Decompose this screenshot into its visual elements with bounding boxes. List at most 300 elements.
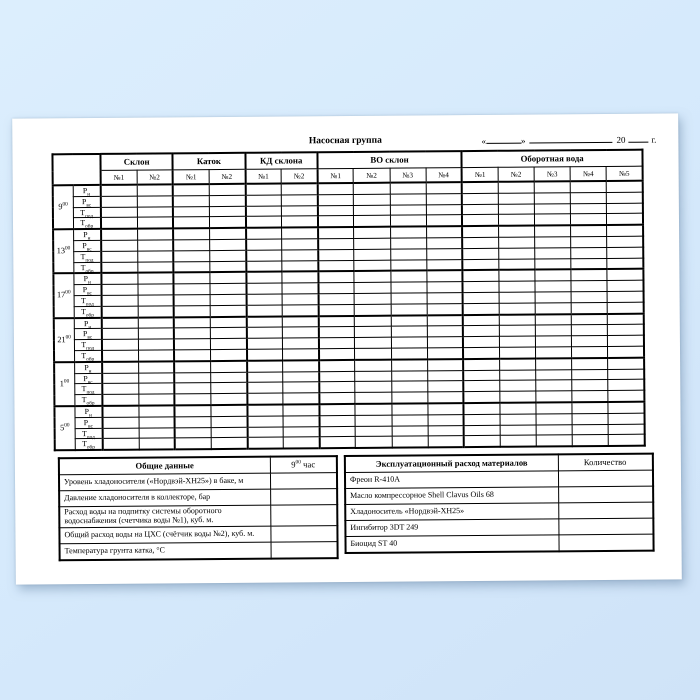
data-cell	[174, 305, 210, 317]
time-label: $1^{00}$	[54, 362, 74, 406]
data-cell	[246, 272, 282, 284]
data-cell	[103, 438, 139, 450]
data-cell	[138, 339, 174, 350]
data-cell	[499, 358, 535, 370]
data-cell	[572, 380, 608, 391]
data-cell	[391, 392, 427, 404]
data-cell	[535, 237, 571, 248]
data-cell	[209, 217, 245, 229]
param-label: $Р_{вс}$	[74, 329, 102, 340]
param-label: $Р_н$	[74, 406, 102, 418]
time-label: $17^{00}$	[53, 274, 73, 318]
data-cell	[174, 350, 210, 362]
data-cell	[102, 295, 138, 306]
value-cell	[558, 534, 653, 551]
data-cell	[210, 250, 246, 261]
data-cell	[572, 413, 608, 424]
page-title: Насосная группа	[308, 135, 382, 147]
data-cell	[390, 182, 426, 194]
data-cell	[210, 316, 246, 328]
data-cell	[283, 382, 319, 393]
data-cell	[572, 402, 608, 414]
data-cell	[173, 195, 209, 206]
data-cell	[282, 294, 318, 305]
column-header: №3	[390, 168, 426, 183]
data-cell	[210, 328, 246, 339]
data-cell	[173, 217, 209, 229]
row-label: Расход воды на подпитку системы оборотного водоснабжения (счетчика воды №1), куб. м.	[59, 505, 270, 528]
data-cell	[499, 237, 535, 248]
data-cell	[102, 306, 138, 318]
data-cell	[210, 349, 246, 361]
data-cell	[536, 380, 572, 391]
data-cell	[211, 427, 247, 438]
data-cell	[101, 185, 137, 197]
value-cell	[271, 541, 338, 558]
param-label: $Т_{под}$	[74, 340, 102, 351]
data-cell	[211, 383, 247, 394]
data-cell	[246, 305, 282, 317]
data-cell	[391, 337, 427, 348]
data-cell	[355, 315, 391, 327]
data-cell	[464, 414, 500, 425]
data-cell	[210, 338, 246, 349]
data-cell	[173, 228, 209, 240]
data-cell	[607, 214, 643, 226]
materials-quantity-header: Количество	[558, 454, 653, 471]
data-cell	[572, 424, 608, 435]
data-cell	[283, 371, 319, 382]
data-cell	[174, 261, 210, 273]
data-cell	[355, 348, 391, 360]
data-cell	[354, 249, 390, 260]
data-cell	[535, 281, 571, 292]
data-cell	[318, 194, 354, 205]
month-blank	[529, 134, 612, 144]
corner-cell	[52, 154, 100, 185]
data-cell	[355, 426, 391, 437]
data-cell	[608, 424, 644, 435]
data-cell	[427, 337, 463, 348]
group-header: Склон	[100, 153, 172, 170]
data-cell	[390, 249, 426, 260]
data-cell	[283, 426, 319, 437]
time-label: $13^{00}$	[53, 229, 73, 273]
general-data-table	[58, 455, 339, 561]
data-cell	[102, 350, 138, 362]
data-cell	[500, 391, 536, 403]
data-cell	[102, 394, 138, 406]
data-cell	[246, 316, 282, 328]
data-cell	[499, 292, 535, 303]
data-cell	[355, 392, 391, 404]
data-cell	[390, 194, 426, 205]
param-label: $Т_{под}$	[73, 251, 101, 262]
data-cell	[464, 403, 500, 415]
param-label: $Р_{вс}$	[73, 240, 101, 251]
data-cell	[355, 337, 391, 348]
data-cell	[608, 346, 644, 358]
data-cell	[607, 203, 643, 214]
value-cell	[558, 518, 653, 535]
param-label: $Т_{обр}$	[74, 395, 102, 407]
column-header: №1	[101, 170, 137, 185]
data-cell	[173, 240, 209, 251]
data-cell	[499, 281, 535, 292]
data-cell	[391, 315, 427, 327]
data-cell	[608, 380, 644, 391]
data-cell	[246, 239, 282, 250]
data-cell	[426, 215, 462, 227]
data-cell	[282, 327, 318, 338]
data-cell	[390, 227, 426, 239]
data-cell	[391, 304, 427, 316]
data-cell	[390, 282, 426, 293]
data-cell	[138, 317, 174, 329]
data-cell	[608, 402, 644, 414]
data-cell	[428, 425, 464, 436]
data-cell	[463, 303, 499, 315]
data-cell	[247, 416, 283, 427]
data-cell	[246, 228, 282, 240]
data-cell	[282, 239, 318, 250]
data-cell	[246, 327, 282, 338]
data-cell	[318, 216, 354, 228]
data-cell	[463, 336, 499, 347]
data-cell	[210, 305, 246, 317]
data-cell	[174, 317, 210, 329]
data-cell	[281, 183, 317, 195]
data-cell	[427, 370, 463, 381]
data-cell	[175, 416, 211, 427]
data-cell	[283, 393, 319, 405]
data-cell	[570, 203, 606, 214]
data-cell	[535, 270, 571, 282]
data-cell	[354, 227, 390, 239]
data-cell	[247, 427, 283, 438]
data-cell	[175, 405, 211, 417]
data-cell	[209, 184, 245, 196]
data-cell	[571, 258, 607, 270]
row-label: Температура грунта катка, °С	[60, 542, 271, 560]
data-cell	[536, 413, 572, 424]
data-cell	[282, 283, 318, 294]
row-label: Уровень хладоносителя («Нордвэй-ХН25») в баке, м	[59, 473, 270, 491]
data-cell	[390, 215, 426, 227]
data-cell	[535, 325, 571, 336]
data-cell	[572, 336, 608, 347]
data-cell	[282, 260, 318, 272]
data-cell	[245, 216, 281, 228]
data-cell	[101, 218, 137, 230]
param-label: $Т_{обр}$	[73, 262, 101, 274]
data-cell	[572, 391, 608, 403]
data-cell	[607, 280, 643, 291]
data-cell	[355, 415, 391, 426]
data-cell	[318, 271, 354, 283]
data-cell	[139, 427, 175, 438]
data-cell	[498, 193, 534, 204]
data-cell	[102, 383, 138, 394]
data-cell	[281, 205, 317, 216]
data-cell	[462, 248, 498, 259]
data-cell	[318, 238, 354, 249]
data-cell	[462, 193, 498, 204]
data-cell	[138, 394, 174, 406]
data-cell	[139, 405, 175, 417]
data-cell	[498, 182, 534, 194]
data-cell	[103, 417, 139, 428]
data-cell	[535, 248, 571, 259]
data-cell	[570, 181, 606, 193]
data-cell	[282, 227, 318, 239]
data-cell	[246, 349, 282, 361]
data-cell	[319, 426, 355, 437]
param-label: $Т_{под}$	[74, 295, 102, 306]
data-cell	[139, 417, 175, 428]
data-cell	[427, 392, 463, 404]
data-cell	[498, 214, 534, 226]
data-cell	[319, 437, 355, 449]
data-cell	[174, 284, 210, 295]
data-cell	[283, 349, 319, 361]
data-cell	[354, 205, 390, 216]
data-cell	[354, 194, 390, 205]
data-cell	[536, 402, 572, 414]
data-cell	[102, 361, 138, 373]
data-cell	[606, 181, 642, 193]
row-label: Фреон R-410A	[345, 471, 558, 489]
data-cell	[101, 207, 137, 218]
data-cell	[282, 250, 318, 261]
param-label: $Р_н$	[74, 362, 102, 374]
data-cell	[175, 427, 211, 438]
data-cell	[247, 360, 283, 372]
data-cell	[319, 338, 355, 349]
data-cell	[174, 272, 210, 284]
data-cell	[137, 196, 173, 207]
data-cell	[571, 291, 607, 302]
data-cell	[246, 294, 282, 305]
data-cell	[175, 438, 211, 450]
param-label: $Т_{обр}$	[74, 306, 102, 318]
data-cell	[427, 326, 463, 337]
data-cell	[101, 262, 137, 274]
data-cell	[392, 415, 428, 426]
data-cell	[391, 403, 427, 415]
data-cell	[500, 435, 536, 447]
data-cell	[500, 402, 536, 414]
data-cell	[463, 326, 499, 337]
data-cell	[355, 359, 391, 371]
data-cell	[101, 240, 137, 251]
group-header: Оборотная вода	[462, 150, 643, 168]
param-label: $Т_{обр}$	[74, 350, 102, 362]
data-cell	[282, 316, 318, 328]
data-cell	[354, 183, 390, 195]
data-cell	[319, 348, 355, 360]
data-cell	[536, 424, 572, 435]
data-cell	[427, 381, 463, 392]
data-cell	[282, 216, 318, 228]
value-cell	[270, 489, 337, 506]
bottom-tables	[58, 453, 655, 562]
data-cell	[211, 438, 247, 450]
data-cell	[571, 302, 607, 314]
column-header: №2	[498, 167, 534, 182]
data-cell	[426, 193, 462, 204]
data-cell	[427, 270, 463, 282]
data-cell	[500, 380, 536, 391]
data-cell	[173, 250, 209, 261]
data-cell	[608, 325, 644, 336]
time-label: $5^{00}$	[54, 406, 74, 450]
data-cell	[462, 182, 498, 194]
data-cell	[355, 371, 391, 382]
row-label: Биоцид ST 40	[345, 535, 558, 553]
data-cell	[319, 415, 355, 426]
data-cell	[500, 414, 536, 425]
data-cell	[355, 381, 391, 392]
data-cell	[174, 372, 210, 383]
time-label: $9^{00}$	[53, 185, 73, 229]
column-header: №4	[570, 166, 606, 181]
data-cell	[572, 435, 608, 447]
data-cell	[355, 327, 391, 338]
data-cell	[500, 370, 536, 381]
value-cell	[558, 502, 653, 519]
data-cell	[101, 284, 137, 295]
column-header: №4	[426, 168, 462, 183]
data-cell	[247, 404, 283, 416]
time-label: $21^{00}$	[54, 318, 74, 362]
value-cell	[270, 473, 337, 490]
data-cell	[101, 251, 137, 262]
column-header: №2	[281, 169, 317, 184]
row-label: Общий расход воды на ЦХС (счётчик воды №2), куб. м.	[59, 526, 270, 544]
data-cell	[608, 413, 644, 424]
data-cell	[426, 238, 462, 249]
data-cell	[318, 227, 354, 239]
open-quote: «	[481, 135, 486, 146]
data-cell	[319, 382, 355, 393]
data-cell	[173, 184, 209, 196]
table-row	[59, 505, 337, 528]
data-cell	[245, 184, 281, 196]
data-cell	[390, 271, 426, 283]
data-cell	[390, 259, 426, 271]
param-label: $Т_{обр}$	[75, 439, 103, 451]
data-cell	[464, 391, 500, 403]
param-label: $Т_{под}$	[75, 428, 103, 439]
data-cell	[462, 204, 498, 215]
data-cell	[499, 248, 535, 259]
table-row	[60, 541, 338, 560]
column-header: №3	[534, 167, 570, 182]
data-cell	[608, 434, 644, 446]
data-cell	[174, 295, 210, 306]
data-cell	[426, 259, 462, 271]
data-cell	[137, 251, 173, 262]
data-cell	[536, 358, 572, 370]
param-label: $Р_{вс}$	[73, 285, 101, 296]
data-cell	[499, 347, 535, 359]
day-blank	[486, 135, 521, 144]
data-cell	[137, 240, 173, 251]
data-cell	[390, 204, 426, 215]
data-cell	[138, 383, 174, 394]
data-cell	[174, 339, 210, 350]
param-label: $Т_{под}$	[74, 384, 102, 395]
data-cell	[571, 314, 607, 326]
data-cell	[462, 215, 498, 227]
data-cell	[607, 291, 643, 302]
data-cell	[534, 214, 570, 226]
data-cell	[391, 326, 427, 337]
data-cell	[247, 382, 283, 393]
data-cell	[283, 404, 319, 416]
data-cell	[535, 336, 571, 347]
data-cell	[572, 358, 608, 370]
year-suffix: г.	[651, 134, 657, 145]
data-cell	[210, 239, 246, 250]
data-cell	[572, 369, 608, 380]
data-cell	[571, 214, 607, 226]
materials-title: Эксплуатационный расход материалов	[345, 454, 558, 472]
data-cell	[463, 270, 499, 282]
param-label: $Р_{вс}$	[74, 373, 102, 384]
data-cell	[535, 258, 571, 270]
data-cell	[391, 381, 427, 392]
data-cell	[426, 182, 462, 194]
data-cell	[138, 295, 174, 306]
data-cell	[210, 272, 246, 284]
data-cell	[101, 273, 137, 285]
param-label: $Р_н$	[74, 317, 102, 329]
column-header: №1	[245, 169, 281, 184]
data-cell	[283, 437, 319, 449]
data-cell	[102, 373, 138, 384]
data-cell	[173, 206, 209, 217]
data-cell	[246, 338, 282, 349]
data-cell	[245, 195, 281, 206]
data-cell	[571, 247, 607, 258]
data-cell	[462, 226, 498, 238]
column-header: №1	[173, 170, 209, 185]
data-cell	[607, 192, 643, 203]
data-cell	[101, 229, 137, 241]
data-cell	[283, 360, 319, 372]
data-cell	[138, 350, 174, 362]
data-cell	[137, 184, 173, 196]
data-cell	[463, 259, 499, 271]
document-page	[12, 113, 682, 584]
data-cell	[534, 193, 570, 204]
row-label: Ингибитор 3DT 249	[345, 519, 558, 537]
data-cell	[283, 415, 319, 426]
value-cell	[270, 505, 337, 526]
data-cell	[354, 260, 390, 272]
data-cell	[534, 203, 570, 214]
data-cell	[317, 183, 353, 195]
data-cell	[498, 226, 534, 238]
data-cell	[392, 425, 428, 436]
data-cell	[608, 357, 644, 369]
data-cell	[535, 303, 571, 315]
data-cell	[427, 303, 463, 315]
data-cell	[499, 259, 535, 271]
data-cell	[319, 404, 355, 416]
